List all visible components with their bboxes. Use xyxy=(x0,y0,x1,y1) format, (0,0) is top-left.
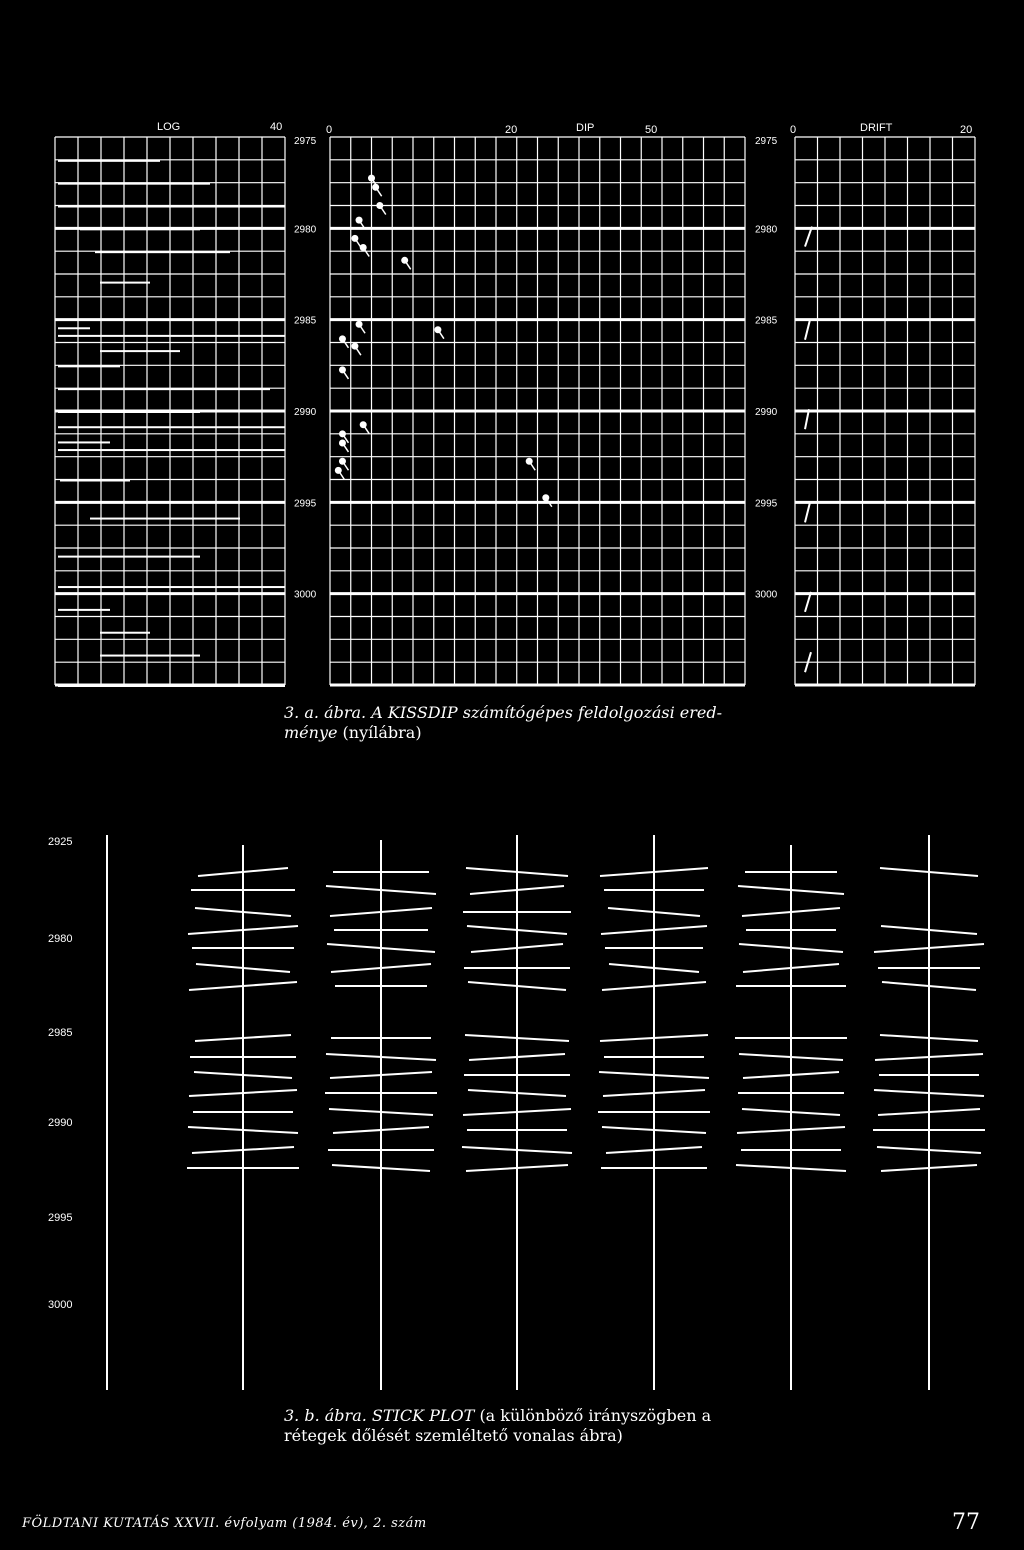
stick-column xyxy=(735,845,847,1390)
stick-depth-label: 2990 xyxy=(48,1117,73,1129)
figure-a-label: 3. a. ábra. xyxy=(284,703,367,722)
stick-depth-label: 2925 xyxy=(48,836,73,848)
figure-a-title: A KISSDIP számítógépes feldolgozási eredménye xyxy=(284,703,723,742)
depth-label-right: 3000 xyxy=(755,589,778,601)
page-number: 77 xyxy=(952,1510,980,1535)
depth-label-right: 2980 xyxy=(755,224,778,236)
figure-b-subtitle: (a különböző irányszögben a rétegek dőlését szemléltető vonalas ábra) xyxy=(284,1406,712,1445)
stick-column xyxy=(325,840,437,1390)
stick-depth-label: 3000 xyxy=(48,1299,73,1311)
drift-axis-min: 0 xyxy=(790,124,797,136)
log-axis-max: 40 xyxy=(270,121,283,133)
drift-axis-label: DRIFT xyxy=(860,122,893,134)
stick-column xyxy=(462,835,572,1390)
stick-depth-label: 2985 xyxy=(48,1027,73,1039)
dip-axis-max: 50 xyxy=(645,124,658,136)
drift-axis-max: 20 xyxy=(960,124,973,136)
stick-column xyxy=(598,835,710,1390)
depth-label-right: 2990 xyxy=(755,407,778,418)
depth-label-right: 2995 xyxy=(755,498,778,510)
depth-label-left: 2985 xyxy=(294,315,317,327)
figure-b-title: STICK PLOT xyxy=(371,1406,475,1425)
depth-label-right: 2975 xyxy=(755,136,778,147)
depth-label-left: 2975 xyxy=(294,136,317,147)
journal-footer: FÖLDTANI KUTATÁS XXVII. évfolyam (1984. év), 2. szám xyxy=(22,1516,427,1531)
depth-label-left: 3000 xyxy=(294,589,317,601)
stick-depth-label: 2980 xyxy=(48,933,73,945)
dip-axis-label: DIP xyxy=(576,122,595,134)
depth-label-left: 2990 xyxy=(294,407,317,418)
stick-column xyxy=(187,845,299,1390)
dip-axis-mid: 20 xyxy=(505,124,518,136)
depth-label-left: 2980 xyxy=(294,224,317,236)
figure-b-caption xyxy=(284,1406,764,1446)
stick-column xyxy=(873,835,985,1390)
figure-a-subtitle: (nyílábra) xyxy=(342,723,422,742)
figure-a-caption xyxy=(284,703,764,743)
log-axis-label: LOG xyxy=(157,121,181,133)
dip-axis-min: 0 xyxy=(326,124,333,136)
stick-depth-label: 2995 xyxy=(48,1212,73,1224)
depth-label-right: 2985 xyxy=(755,315,778,327)
depth-label-left: 2995 xyxy=(294,498,317,510)
figure-b-label: 3. b. ábra. xyxy=(284,1406,367,1425)
